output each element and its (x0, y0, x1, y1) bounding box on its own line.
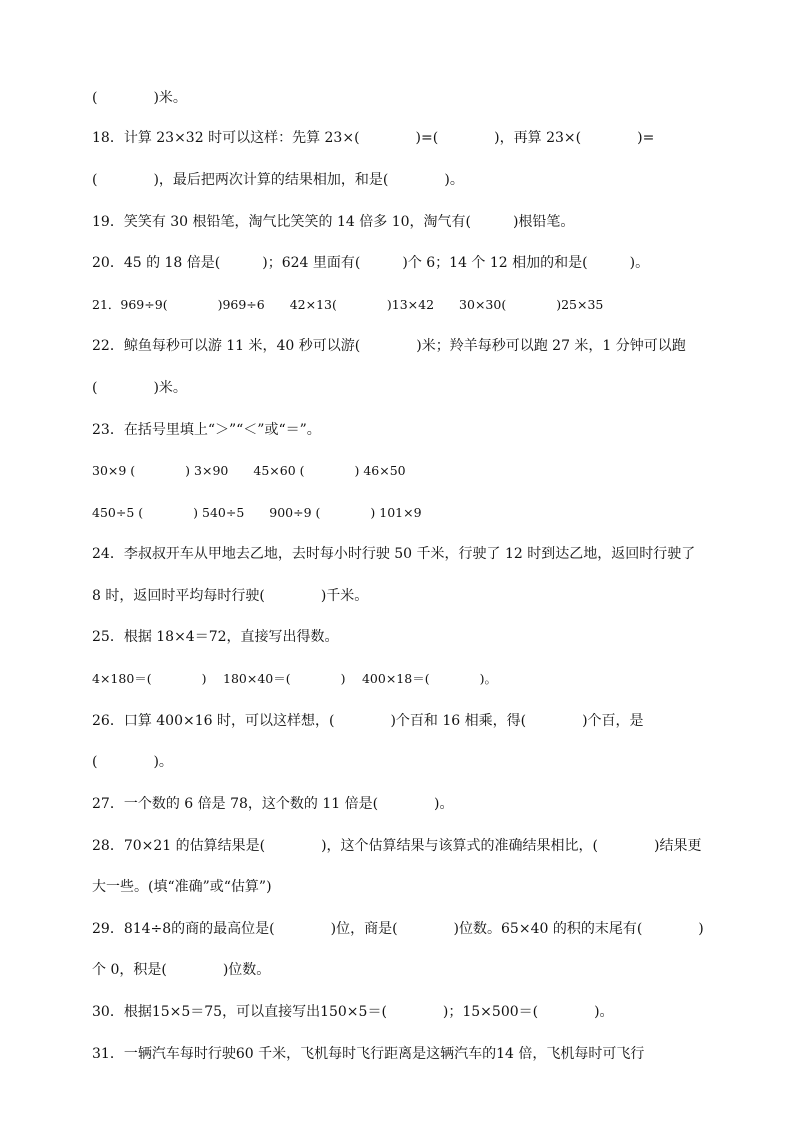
question-29: 29．814÷8的商的最高位是( )位，商是( )位数。65×40 的积的末尾有( ) (92, 921, 704, 937)
text-line: ( )，最后把两次计算的结果相加，和是( )。 (92, 172, 464, 188)
question-28: 28．70×21 的估算结果是( )，这个估算结果与该算式的准确结果相比，( )结果更 (92, 838, 702, 854)
text-line: 30×9 ( ) 3×90 45×60 ( ) 46×50 (92, 463, 406, 478)
question-31: 31．一辆汽车每时行驶60 千米，飞机每时飞行距离是这辆汽车的14 倍，飞机每时可飞行 (92, 1046, 645, 1062)
question-30: 30．根据15×5＝75，可以直接写出150×5＝( )；15×500＝( )。 (92, 1004, 614, 1020)
text-line: 8 时，返回时平均每时行驶( )千米。 (92, 588, 369, 604)
question-26: 26．口算 400×16 时，可以这样想，( )个百和 16 相乘，得( )个百，是 (92, 713, 644, 729)
text-line: ( )米。 (92, 90, 187, 106)
question-23: 23．在括号里填上“＞”“＜”或“＝”。 (92, 422, 321, 438)
question-19: 19．笑笑有 30 根铅笔，淘气比笑笑的 14 倍多 10，淘气有( )根铅笔。 (92, 214, 575, 230)
question-24: 24．李叔叔开车从甲地去乙地，去时每小时行驶 50 千米，行驶了 12 时到达乙地，返回时行驶了 (92, 546, 696, 562)
text-line: 450÷5 ( ) 540÷5 900÷9 ( ) 101×9 (92, 505, 422, 520)
question-18: 18．计算 23×32 时可以这样：先算 23×( )=( )，再算 23×( )= (92, 130, 655, 146)
text-line: 个 0，积是( )位数。 (92, 962, 271, 978)
question-25: 25．根据 18×4＝72，直接写出得数。 (92, 629, 339, 645)
question-21: 21．969÷9( )969÷6 42×13( )13×42 30×30( )25×35 (92, 297, 604, 312)
text-line: ( )。 (92, 754, 173, 770)
text-line: ( )米。 (92, 380, 187, 396)
text-line: 4×180＝( ) 180×40＝( ) 400×18＝( )。 (92, 671, 497, 686)
question-20: 20．45 的 18 倍是( )；624 里面有( )个 6；14 个 12 相加的和是( )。 (92, 255, 650, 271)
question-22: 22．鲸鱼每秒可以游 11 米，40 秒可以游( )米；羚羊每秒可以跑 27 米，1 分钟可以跑 (92, 338, 686, 354)
text-line: 大一些。(填“准确”或“估算”) (92, 879, 272, 895)
question-27: 27．一个数的 6 倍是 78，这个数的 11 倍是( )。 (92, 796, 454, 812)
